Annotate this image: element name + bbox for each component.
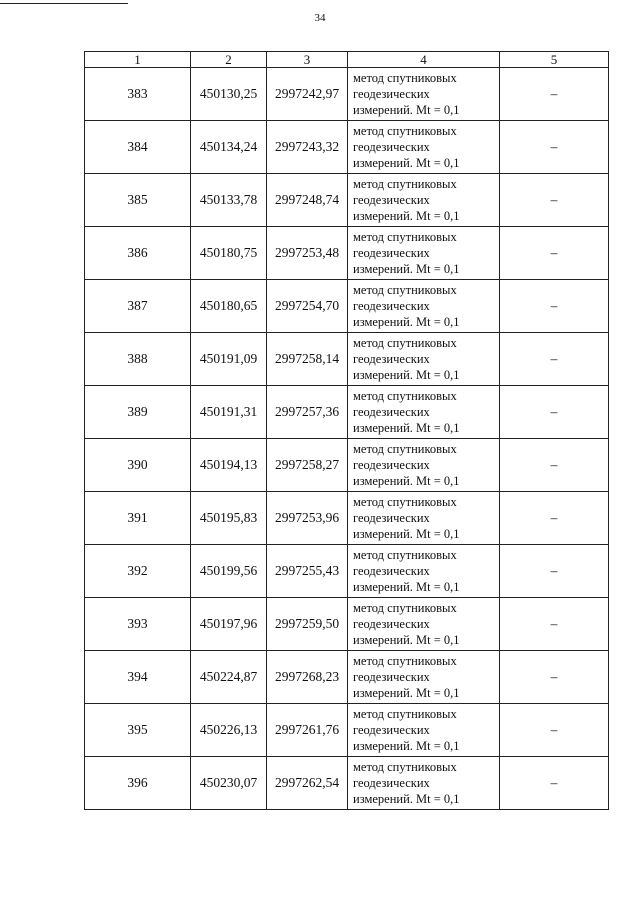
y-coordinate-cell: 2997268,23 bbox=[267, 651, 348, 704]
method-line: измерений. Mt = 0,1 bbox=[353, 421, 460, 435]
note-cell: – bbox=[500, 492, 609, 545]
x-coordinate-cell: 450195,83 bbox=[191, 492, 267, 545]
method-line: геодезических bbox=[353, 723, 430, 737]
method-line: метод спутниковых bbox=[353, 760, 457, 774]
x-coordinate-cell: 450224,87 bbox=[191, 651, 267, 704]
method-line: метод спутниковых bbox=[353, 707, 457, 721]
x-coordinate-cell: 450230,07 bbox=[191, 757, 267, 810]
method-line: геодезических bbox=[353, 511, 430, 525]
method-cell bbox=[348, 280, 500, 333]
method-cell bbox=[348, 492, 500, 545]
note-cell: – bbox=[500, 651, 609, 704]
note-cell: – bbox=[500, 121, 609, 174]
method-line: измерений. Mt = 0,1 bbox=[353, 792, 460, 806]
table-row bbox=[85, 68, 609, 121]
point-number-cell: 390 bbox=[85, 439, 191, 492]
method-line: метод спутниковых bbox=[353, 283, 457, 297]
point-number-cell: 393 bbox=[85, 598, 191, 651]
note-cell: – bbox=[500, 174, 609, 227]
method-line: измерений. Mt = 0,1 bbox=[353, 315, 460, 329]
y-coordinate-cell: 2997262,54 bbox=[267, 757, 348, 810]
point-number-cell: 391 bbox=[85, 492, 191, 545]
header-col-1: 1 bbox=[85, 52, 191, 68]
y-coordinate-cell: 2997243,32 bbox=[267, 121, 348, 174]
note-cell: – bbox=[500, 757, 609, 810]
method-line: метод спутниковых bbox=[353, 601, 457, 615]
y-coordinate-cell: 2997254,70 bbox=[267, 280, 348, 333]
method-line: геодезических bbox=[353, 776, 430, 790]
method-line: геодезических bbox=[353, 140, 430, 154]
x-coordinate-cell: 450191,09 bbox=[191, 333, 267, 386]
method-line: измерений. Mt = 0,1 bbox=[353, 527, 460, 541]
x-coordinate-cell: 450226,13 bbox=[191, 704, 267, 757]
y-coordinate-cell: 2997257,36 bbox=[267, 386, 348, 439]
point-number-cell: 383 bbox=[85, 68, 191, 121]
method-line: метод спутниковых bbox=[353, 442, 457, 456]
method-line: метод спутниковых bbox=[353, 124, 457, 138]
method-line: измерений. Mt = 0,1 bbox=[353, 474, 460, 488]
method-cell bbox=[348, 68, 500, 121]
method-cell bbox=[348, 227, 500, 280]
method-line: измерений. Mt = 0,1 bbox=[353, 262, 460, 276]
method-cell bbox=[348, 651, 500, 704]
table-row bbox=[85, 545, 609, 598]
header-col-3: 3 bbox=[267, 52, 348, 68]
method-line: измерений. Mt = 0,1 bbox=[353, 209, 460, 223]
y-coordinate-cell: 2997261,76 bbox=[267, 704, 348, 757]
table-row bbox=[85, 227, 609, 280]
method-line: геодезических bbox=[353, 564, 430, 578]
method-line: метод спутниковых bbox=[353, 71, 457, 85]
method-cell bbox=[348, 545, 500, 598]
point-number-cell: 389 bbox=[85, 386, 191, 439]
page-number: 34 bbox=[314, 12, 326, 24]
header-col-4: 4 bbox=[348, 52, 500, 68]
y-coordinate-cell: 2997258,14 bbox=[267, 333, 348, 386]
method-line: измерений. Mt = 0,1 bbox=[353, 103, 460, 117]
method-line: метод спутниковых bbox=[353, 548, 457, 562]
method-cell bbox=[348, 757, 500, 810]
method-line: измерений. Mt = 0,1 bbox=[353, 739, 460, 753]
y-coordinate-cell: 2997259,50 bbox=[267, 598, 348, 651]
y-coordinate-cell: 2997258,27 bbox=[267, 439, 348, 492]
method-line: измерений. Mt = 0,1 bbox=[353, 580, 460, 594]
table-row bbox=[85, 598, 609, 651]
method-line: геодезических bbox=[353, 246, 430, 260]
x-coordinate-cell: 450180,75 bbox=[191, 227, 267, 280]
x-coordinate-cell: 450199,56 bbox=[191, 545, 267, 598]
point-number-cell: 394 bbox=[85, 651, 191, 704]
header-col-5: 5 bbox=[500, 52, 609, 68]
point-number-cell: 388 bbox=[85, 333, 191, 386]
y-coordinate-cell: 2997253,96 bbox=[267, 492, 348, 545]
method-line: метод спутниковых bbox=[353, 336, 457, 350]
method-cell bbox=[348, 174, 500, 227]
method-line: метод спутниковых bbox=[353, 230, 457, 244]
table-body bbox=[85, 68, 609, 810]
method-line: измерений. Mt = 0,1 bbox=[353, 156, 460, 170]
point-number-cell: 386 bbox=[85, 227, 191, 280]
table-row bbox=[85, 333, 609, 386]
method-line: метод спутниковых bbox=[353, 177, 457, 191]
table-row bbox=[85, 121, 609, 174]
coordinates-table bbox=[84, 51, 609, 810]
method-line: метод спутниковых bbox=[353, 654, 457, 668]
x-coordinate-cell: 450180,65 bbox=[191, 280, 267, 333]
method-line: метод спутниковых bbox=[353, 495, 457, 509]
x-coordinate-cell: 450133,78 bbox=[191, 174, 267, 227]
header-row bbox=[85, 52, 609, 68]
table-row bbox=[85, 492, 609, 545]
note-cell: – bbox=[500, 227, 609, 280]
point-number-cell: 395 bbox=[85, 704, 191, 757]
y-coordinate-cell: 2997242,97 bbox=[267, 68, 348, 121]
table-row bbox=[85, 757, 609, 810]
method-cell bbox=[348, 121, 500, 174]
header-col-2: 2 bbox=[191, 52, 267, 68]
x-coordinate-cell: 450194,13 bbox=[191, 439, 267, 492]
note-cell: – bbox=[500, 68, 609, 121]
method-cell bbox=[348, 386, 500, 439]
method-line: геодезических bbox=[353, 670, 430, 684]
point-number-cell: 385 bbox=[85, 174, 191, 227]
method-line: измерений. Mt = 0,1 bbox=[353, 633, 460, 647]
x-coordinate-cell: 450191,31 bbox=[191, 386, 267, 439]
table-row bbox=[85, 704, 609, 757]
x-coordinate-cell: 450130,25 bbox=[191, 68, 267, 121]
method-cell bbox=[348, 333, 500, 386]
method-cell bbox=[348, 439, 500, 492]
note-cell: – bbox=[500, 545, 609, 598]
method-line: геодезических bbox=[353, 352, 430, 366]
method-line: геодезических bbox=[353, 458, 430, 472]
x-coordinate-cell: 450197,96 bbox=[191, 598, 267, 651]
note-cell: – bbox=[500, 333, 609, 386]
method-line: геодезических bbox=[353, 87, 430, 101]
table-row bbox=[85, 651, 609, 704]
x-coordinate-cell: 450134,24 bbox=[191, 121, 267, 174]
method-line: геодезических bbox=[353, 193, 430, 207]
table-row bbox=[85, 280, 609, 333]
method-line: измерений. Mt = 0,1 bbox=[353, 686, 460, 700]
method-line: геодезических bbox=[353, 617, 430, 631]
y-coordinate-cell: 2997248,74 bbox=[267, 174, 348, 227]
method-line: геодезических bbox=[353, 405, 430, 419]
method-line: геодезических bbox=[353, 299, 430, 313]
note-cell: – bbox=[500, 439, 609, 492]
note-cell: – bbox=[500, 598, 609, 651]
table-row bbox=[85, 386, 609, 439]
method-cell bbox=[348, 704, 500, 757]
method-line: измерений. Mt = 0,1 bbox=[353, 368, 460, 382]
point-number-cell: 387 bbox=[85, 280, 191, 333]
corner-rule bbox=[0, 3, 128, 4]
note-cell: – bbox=[500, 386, 609, 439]
y-coordinate-cell: 2997253,48 bbox=[267, 227, 348, 280]
table-row bbox=[85, 174, 609, 227]
note-cell: – bbox=[500, 704, 609, 757]
note-cell: – bbox=[500, 280, 609, 333]
table-row bbox=[85, 439, 609, 492]
point-number-cell: 392 bbox=[85, 545, 191, 598]
point-number-cell: 396 bbox=[85, 757, 191, 810]
method-line: метод спутниковых bbox=[353, 389, 457, 403]
y-coordinate-cell: 2997255,43 bbox=[267, 545, 348, 598]
point-number-cell: 384 bbox=[85, 121, 191, 174]
method-cell bbox=[348, 598, 500, 651]
